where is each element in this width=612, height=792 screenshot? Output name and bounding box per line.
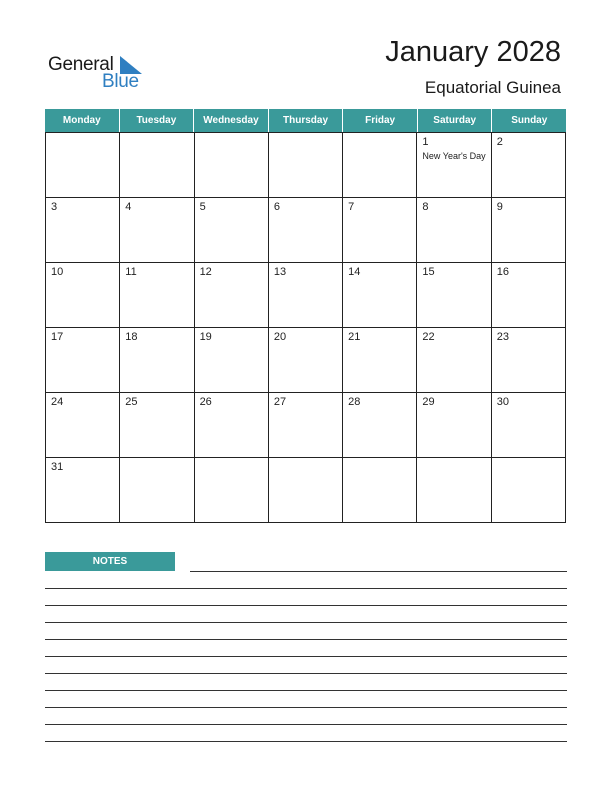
note-line[interactable] [45,690,567,691]
day-number: 21 [348,331,361,343]
day-number: 29 [422,396,435,408]
weekday-sunday: Sunday [511,115,548,126]
day-number: 16 [496,266,509,278]
day-cell[interactable] [195,133,269,198]
day-number: 2 [496,136,503,148]
day-cell[interactable] [343,133,417,198]
notes-label: NOTES [45,552,175,571]
note-line[interactable] [45,639,567,640]
note-line[interactable] [45,741,567,742]
day-cell[interactable] [343,393,417,458]
brand-word-blue: Blue [102,71,139,92]
day-number: 26 [199,396,212,408]
day-number: 3 [51,201,58,213]
day-number: 20 [273,331,287,343]
day-cell[interactable] [46,263,120,328]
note-line[interactable] [45,588,567,589]
weekday-friday: Friday [343,109,418,132]
day-number: 11 [125,266,137,278]
day-number: 7 [348,201,355,213]
day-number: 31 [51,461,64,473]
day-cell[interactable] [417,198,491,263]
day-number: 19 [199,331,212,343]
day-number: 1 [422,136,429,148]
holiday-label: New Year's Day [422,151,486,161]
day-cell[interactable] [46,328,120,393]
weekday-saturday: Saturday [418,109,493,132]
day-cell[interactable] [120,263,194,328]
day-number: 8 [422,201,429,213]
day-cell[interactable] [492,393,566,458]
weekday-thursday: Thursday [269,109,344,132]
day-cell[interactable] [120,328,194,393]
day-cell[interactable] [120,458,194,523]
day-cell[interactable] [269,393,343,458]
day-number: 15 [422,266,435,278]
calendar-grid [45,132,566,523]
note-line[interactable] [45,622,567,623]
note-line[interactable] [45,707,567,708]
day-cell[interactable] [195,198,269,263]
country-name: Equatorial Guinea [424,78,561,97]
day-number: 4 [125,201,132,213]
day-cell[interactable] [417,393,491,458]
day-number: 22 [422,331,435,343]
day-cell[interactable] [46,458,120,523]
note-line[interactable] [45,724,567,725]
day-number: 18 [125,331,138,343]
day-cell[interactable] [492,328,566,393]
day-number: 27 [273,396,287,408]
day-cell[interactable] [46,133,120,198]
day-number: 23 [496,331,509,343]
day-cell[interactable] [417,328,491,393]
day-cell[interactable] [269,458,343,523]
day-cell[interactable] [269,328,343,393]
day-cell[interactable] [343,263,417,328]
day-cell[interactable] [195,458,269,523]
day-cell[interactable] [120,393,194,458]
day-cell[interactable] [120,198,194,263]
weekday-tuesday: Tuesday [120,109,195,132]
day-cell[interactable] [492,133,566,198]
day-cell[interactable] [417,263,491,328]
note-line[interactable] [190,571,567,572]
note-line[interactable] [45,656,567,657]
day-cell[interactable] [417,133,491,198]
day-cell[interactable] [195,263,269,328]
day-cell[interactable] [269,198,343,263]
day-number: 14 [348,266,361,278]
note-line[interactable] [45,605,567,606]
day-cell[interactable] [269,133,343,198]
month-title: January 2028 [385,36,561,68]
day-cell[interactable] [46,198,120,263]
weekday-header [45,109,566,132]
weekday-wednesday: Wednesday [194,109,269,132]
weekday-monday: Monday [45,109,120,132]
day-cell[interactable] [120,133,194,198]
day-number: 13 [273,266,287,278]
calendar [45,109,566,523]
day-number: 6 [273,201,280,213]
day-cell[interactable] [269,263,343,328]
day-number: 9 [496,201,503,213]
note-line[interactable] [45,673,567,674]
day-cell[interactable] [46,393,120,458]
day-cell[interactable] [343,328,417,393]
day-number: 10 [51,266,64,278]
day-cell[interactable] [492,198,566,263]
day-number: 5 [199,201,206,213]
day-number: 12 [199,266,212,278]
day-number: 25 [125,396,138,408]
day-cell[interactable] [195,393,269,458]
day-number: 24 [51,396,64,408]
brand-word-general: General [48,54,114,75]
day-number: 30 [496,396,509,408]
day-cell[interactable] [343,458,417,523]
day-cell[interactable] [343,198,417,263]
day-cell[interactable] [195,328,269,393]
day-number: 28 [348,396,361,408]
brand-logo [48,52,148,92]
day-cell[interactable] [492,263,566,328]
day-number: 17 [51,331,64,343]
day-cell[interactable] [417,458,491,523]
day-cell[interactable] [492,458,566,523]
